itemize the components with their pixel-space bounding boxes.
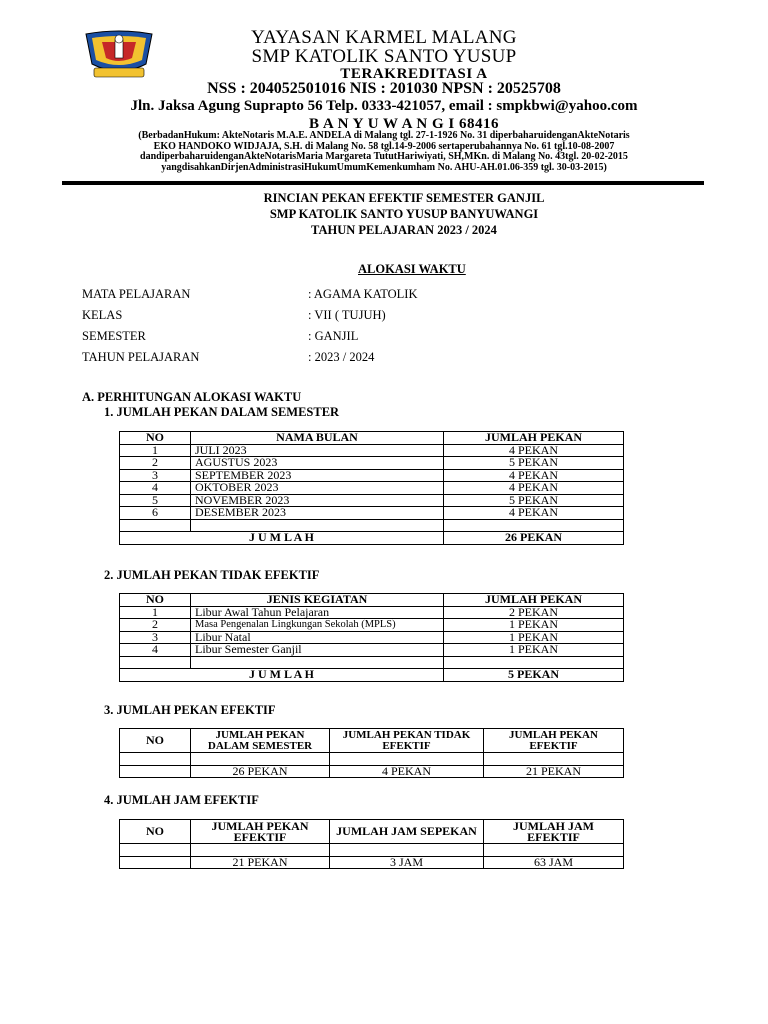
row-hours-per-week: 3 JAM: [330, 856, 484, 869]
school-name: SMP KATOLIK SANTO YUSUP: [251, 46, 517, 67]
legal-notice: [0, 131, 768, 173]
column-header: JUMLAH PEKAN: [444, 594, 624, 607]
column-header: NO: [120, 432, 191, 445]
school-address: Jln. Jaksa Agung Suprapto 56 Telp. 0333-421057, email : smpkbwi@yahoo.com: [130, 98, 638, 114]
column-header: NAMA BULAN: [191, 432, 444, 445]
info-key-class: KELAS: [82, 308, 123, 322]
table1-heading: 1. JUMLAH PEKAN DALAM SEMESTER: [104, 405, 340, 419]
row-no: 1: [120, 606, 191, 619]
effective-weeks-table: [119, 728, 624, 778]
total-label: J U M L A H: [120, 669, 444, 682]
row-no: 6: [120, 507, 191, 520]
row-month: JULI 2023: [191, 444, 444, 457]
row-no: 4: [120, 644, 191, 657]
school-ids: NSS : 204052501016 NIS : 201030 NPSN : 20525708: [207, 80, 561, 97]
row-no: 4: [120, 482, 191, 495]
column-header: JUMLAH PEKAN TIDAK EFEKTIF: [330, 729, 484, 753]
column-header: JUMLAH JAM SEPEKAN: [330, 820, 484, 844]
header-divider: [62, 181, 704, 185]
row-effective-hours: 63 JAM: [484, 856, 624, 869]
column-header: JUMLAH JAM EFEKTIF: [484, 820, 624, 844]
row-weeks-effective: 21 PEKAN: [484, 765, 624, 778]
row-month: SEPTEMBER 2023: [191, 469, 444, 482]
table3-heading: 3. JUMLAH PEKAN EFEKTIF: [104, 703, 276, 717]
row-effective-weeks: 21 PEKAN: [191, 856, 330, 869]
column-header: JENIS KEGIATAN: [191, 594, 444, 607]
row-month: DESEMBER 2023: [191, 507, 444, 520]
info-value-semester: : GANJIL: [308, 329, 359, 343]
row-month: NOVEMBER 2023: [191, 494, 444, 507]
row-weeks: 4 PEKAN: [444, 507, 624, 520]
row-weeks-non-effective: 4 PEKAN: [330, 765, 484, 778]
row-month: OKTOBER 2023: [191, 482, 444, 495]
row-no: 5: [120, 494, 191, 507]
column-header: NO: [120, 820, 191, 844]
table-row: [120, 765, 624, 778]
row-weeks: 1 PEKAN: [444, 631, 624, 644]
row-weeks: 1 PEKAN: [444, 644, 624, 657]
non-effective-weeks-table: [119, 593, 624, 682]
row-weeks: 2 PEKAN: [444, 606, 624, 619]
row-weeks: 4 PEKAN: [444, 444, 624, 457]
legal-line: EKO HANDOKO WIDJAJA, S.H. di Malang No. 58 tgl.14-9-2006 sertaperubahannya No. 61 tgl.10-08-2007: [153, 140, 615, 152]
accreditation: TERAKREDITASI A: [340, 66, 488, 82]
row-month: AGUSTUS 2023: [191, 457, 444, 470]
info-key-year: TAHUN PELAJARAN: [82, 350, 200, 364]
info-value-subject: : AGAMA KATOLIK: [308, 287, 418, 301]
row-no: 1: [120, 444, 191, 457]
info-key-subject: MATA PELAJARAN: [82, 287, 191, 301]
row-no: [120, 765, 191, 778]
column-header: NO: [120, 594, 191, 607]
row-weeks: 4 PEKAN: [444, 469, 624, 482]
column-header: JUMLAH PEKAN: [444, 432, 624, 445]
total-label: J U M L A H: [120, 532, 444, 545]
row-weeks: 5 PEKAN: [444, 457, 624, 470]
school-city: B A N Y U W A N G I 68416: [308, 116, 500, 132]
total-row: [120, 532, 624, 545]
row-no: 3: [120, 631, 191, 644]
row-weeks-semester: 26 PEKAN: [191, 765, 330, 778]
weeks-in-semester-table: [119, 431, 624, 545]
doc-title-line3: TAHUN PELAJARAN 2023 / 2024: [311, 223, 497, 237]
foundation-name: YAYASAN KARMEL MALANG: [251, 27, 517, 48]
table4-heading: 4. JUMLAH JAM EFEKTIF: [104, 793, 259, 807]
table-row: [120, 644, 624, 657]
row-activity: Masa Pengenalan Lingkungan Sekolah (MPLS): [191, 619, 444, 632]
row-no: [120, 856, 191, 869]
allocation-heading: ALOKASI WAKTU: [358, 262, 466, 276]
row-no: 3: [120, 469, 191, 482]
column-header: JUMLAH PEKAN EFEKTIF: [484, 729, 624, 753]
doc-title-line1: RINCIAN PEKAN EFEKTIF SEMESTER GANJIL: [263, 191, 545, 205]
row-no: 2: [120, 619, 191, 632]
info-value-class: : VII ( TUJUH): [308, 308, 386, 322]
row-activity: Libur Semester Ganjil: [191, 644, 444, 657]
table2-heading: 2. JUMLAH PEKAN TIDAK EFEKTIF: [104, 568, 320, 582]
total-row: [120, 669, 624, 682]
table-row: [120, 507, 624, 520]
row-no: 2: [120, 457, 191, 470]
legal-line: yangdisahkanDirjenAdministrasiHukumUmumKemenkumham No. AHU-AH.01.06-359 tgl. 30-03-2015): [161, 161, 607, 173]
info-value-year: : 2023 / 2024: [308, 350, 375, 364]
doc-title-line2: SMP KATOLIK SANTO YUSUP BANYUWANGI: [269, 207, 539, 221]
effective-hours-table: [119, 819, 624, 869]
section-a-heading: A. PERHITUNGAN ALOKASI WAKTU: [82, 390, 302, 404]
row-weeks: 1 PEKAN: [444, 619, 624, 632]
row-weeks: 5 PEKAN: [444, 494, 624, 507]
legal-line: dandiperbaharuidenganAkteNotarisMaria Margareta TututHariwiyati, SH,MKn. di Malang No. 43tgl. 20-02-2015: [140, 151, 628, 162]
column-header: NO: [120, 729, 191, 753]
legal-line: (BerbadanHukum: AkteNotaris M.A.E. ANDELA di Malang tgl. 27-1-1926 No. 31 diperbaharuidenganAkteNotaris: [138, 130, 630, 141]
total-value: 26 PEKAN: [444, 532, 624, 545]
table-row: [120, 856, 624, 869]
row-weeks: 4 PEKAN: [444, 482, 624, 495]
row-activity: Libur Awal Tahun Pelajaran: [191, 606, 444, 619]
column-header: JUMLAH PEKAN EFEKTIF: [191, 820, 330, 844]
info-key-semester: SEMESTER: [82, 329, 146, 343]
column-header: JUMLAH PEKAN DALAM SEMESTER: [191, 729, 330, 753]
row-activity: Libur Natal: [191, 631, 444, 644]
total-value: 5 PEKAN: [444, 669, 624, 682]
